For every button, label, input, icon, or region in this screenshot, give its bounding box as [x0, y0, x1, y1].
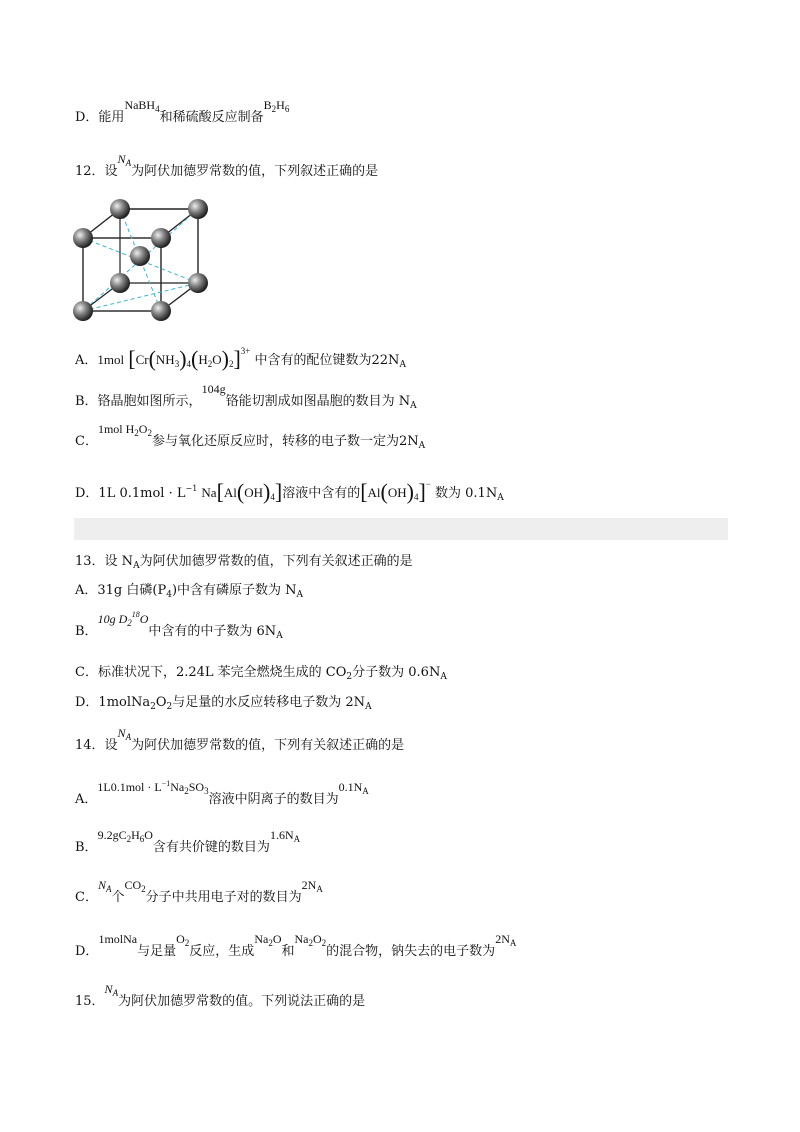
q12-option-c: C．1mol $H_2O_2$参与氧化还原反应时，转移的电子数一定为$2N_A$	[75, 422, 426, 451]
q13-option-b: B．10g $D_2^{18}O$中含有的中子数为 $6N_A$	[75, 610, 283, 641]
q13-option-a: A．31g 白磷$(P_4)$中含有磷原子数为 $N_A$	[75, 583, 304, 600]
q12-stem: 12．设$N_A$为阿伏加德罗常数的值，下列叙述正确的是	[75, 152, 379, 179]
q14-option-d: D．1molNa与足量$O_2$反应，生成$Na_2O$和$Na_2O_2$的混合物，钠失去的电子数为$2N_A$	[75, 932, 517, 959]
complex-cr-formula: $[Cr(NH_3)_4(H_2O)_2]^{3+}$	[128, 346, 251, 371]
q14-option-b: B．$9.2gC_2H_6O$含有共价键的数目为$1.6N_A$	[75, 828, 301, 855]
q13-option-c: C．标准状况下，2.24L 苯完全燃烧生成的 $CO_2$分子数为 $0.6N_A$	[75, 665, 447, 682]
q14-option-c: C．$N_A$个$CO_2$分子中共用电子对的数目为$2N_A$	[75, 878, 323, 905]
q13-stem: 13．设 $N_A$为阿伏加德罗常数的值，下列有关叙述正确的是	[75, 554, 413, 571]
q14-stem: 14．设$N_A$为阿伏加德罗常数的值，下列有关叙述正确的是	[75, 726, 405, 753]
q12-option-b: B．铬晶胞如图所示，104g铬能切割成如图晶胞的数目为 $N_A$	[75, 382, 417, 411]
aloh4-ion: $[Al(OH)_4]^-$	[360, 479, 431, 504]
q12-option-a: A．1mol $[Cr(NH_3)_4(H_2O)_2]^{3+}$ 中含有的配位键数为$22N_A$	[75, 346, 406, 371]
formula-nabh4: NaBH$_4$	[124, 98, 160, 114]
q14-option-a: A．$1L0.1mol \cdot L^{-1}Na_2SO_3$溶液中阴离子的数目为$0.1N_A$	[75, 779, 369, 807]
q12-option-d: D．1L $0.1mol \cdot L^{-1}$ $Na[Al(OH)_4]$溶液中含有的$[Al(OH)_4]^-$ 数为 $0.1N_A$	[75, 479, 504, 504]
formula-b2h6: $B_2H_6$	[263, 98, 290, 114]
q11-option-d: D．能用NaBH$_4$和稀硫酸反应制备$B_2H_6$	[75, 98, 290, 125]
q15-stem: 15．$N_A$为阿伏加德罗常数的值。下列说法正确的是	[75, 982, 366, 1009]
separator-bar	[74, 518, 728, 540]
bcc-unit-cell-diagram	[70, 196, 220, 321]
q13-option-d: D．$1molNa_2O_2$与足量的水反应转移电子数为 $2N_A$	[75, 695, 372, 712]
